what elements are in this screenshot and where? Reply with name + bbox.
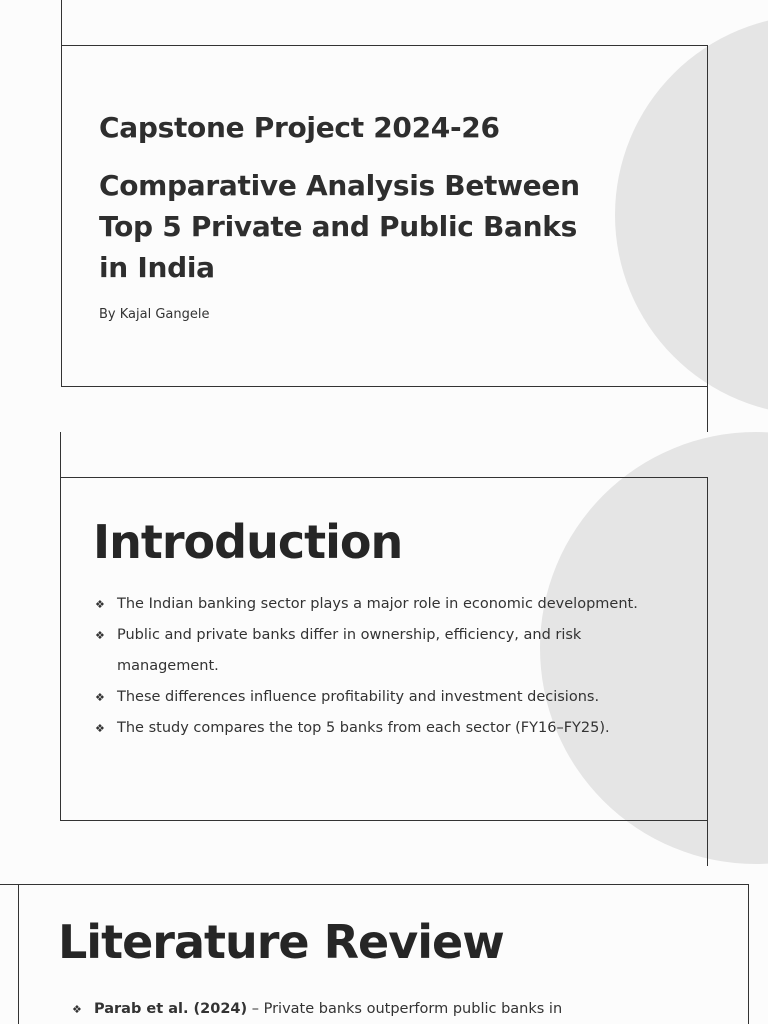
diamond-bullet-icon: ❖ xyxy=(95,629,105,642)
subtitle-line: Comparative Analysis Between xyxy=(99,169,580,202)
introduction-slide xyxy=(0,432,768,866)
list-item xyxy=(70,994,730,1024)
literature-bullet-list xyxy=(70,994,730,1024)
diamond-bullet-icon: ❖ xyxy=(95,691,105,704)
subtitle-line: in India xyxy=(99,251,215,284)
list-item xyxy=(93,589,683,620)
diamond-bullet-icon: ❖ xyxy=(72,1003,82,1016)
citation-author: Parab et al. (2024) xyxy=(94,1001,248,1017)
literature-review-heading: Literature Review xyxy=(58,915,504,969)
diamond-bullet-icon: ❖ xyxy=(95,598,105,611)
decorative-line xyxy=(61,0,62,46)
citation-text: – Private banks outperform public banks in xyxy=(247,1001,563,1017)
literature-review-slide xyxy=(0,866,768,1024)
diamond-bullet-icon: ❖ xyxy=(95,722,105,735)
title-slide xyxy=(0,0,768,432)
introduction-bullet-list xyxy=(93,589,683,744)
bullet-text: The study compares the top 5 banks from each sector (FY16–FY25). xyxy=(117,720,610,736)
author-byline: By Kajal Gangele xyxy=(99,307,210,322)
subtitle-line: Top 5 Private and Public Banks xyxy=(99,210,577,243)
decorative-line xyxy=(707,386,708,432)
list-item xyxy=(93,682,683,713)
project-title: Capstone Project 2024-26 xyxy=(99,111,500,144)
list-item xyxy=(93,713,683,744)
list-item xyxy=(93,620,637,682)
decorative-line xyxy=(707,820,708,866)
bullet-text: The Indian banking sector plays a major role in economic development. xyxy=(117,596,638,612)
bullet-text: Public and private banks differ in ownership, efficiency, and risk management. xyxy=(117,627,582,674)
decorative-line xyxy=(60,432,61,478)
project-subtitle xyxy=(99,165,580,288)
introduction-heading: Introduction xyxy=(93,515,403,569)
bullet-text: These differences influence profitability and investment decisions. xyxy=(117,689,600,705)
